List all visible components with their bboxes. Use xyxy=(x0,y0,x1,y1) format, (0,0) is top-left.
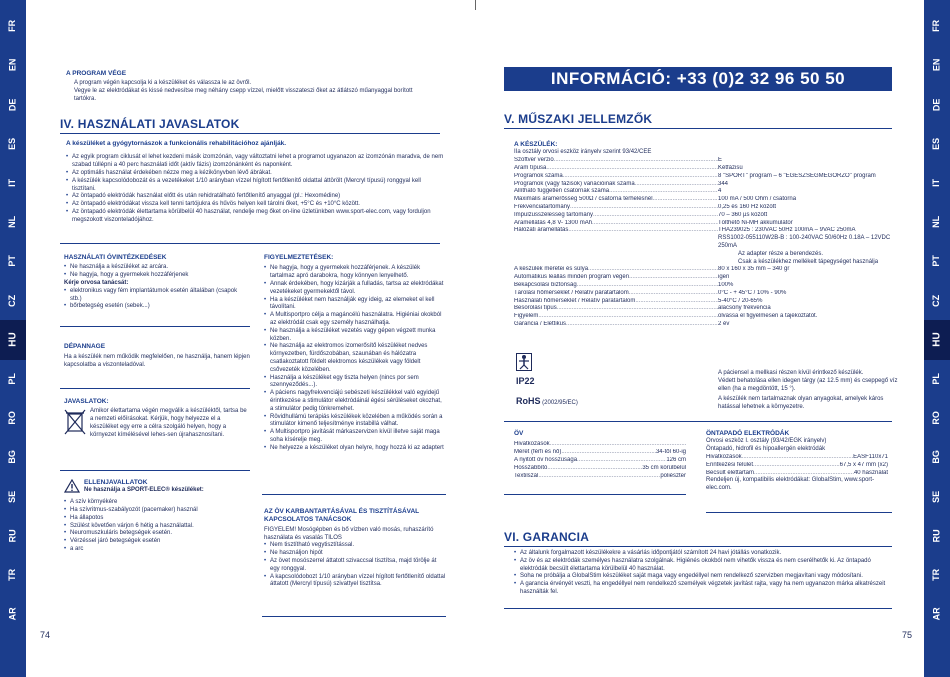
language-tab-tr[interactable] xyxy=(0,555,26,595)
title-rule xyxy=(60,133,440,134)
language-tab-es[interactable] xyxy=(0,124,26,164)
tech-row xyxy=(514,321,894,329)
adapter-line: Csak a készülékhez mellékelt tápegységet használja xyxy=(738,258,879,265)
language-tab-ro[interactable] xyxy=(924,398,950,438)
dot-leader xyxy=(753,462,840,470)
device-heading: A KÉSZÜLÉK: xyxy=(514,141,558,148)
tech-row-value: 5-40°C / 20-65% xyxy=(718,297,763,304)
tech-row-label: Programok száma xyxy=(514,172,563,179)
dot-leader xyxy=(570,204,718,212)
dot-leader xyxy=(577,282,718,290)
dot-leader xyxy=(754,470,854,478)
usage-item: • Az egyik program ciklusát el lehet kezdeni másik izomzónán, vagy változtatni lehet a programot ugyanazon az izomzónán maradva, de nem szabad túllépni a 40 perc használati időt (aktív fázis) izomzónánként és naponként. xyxy=(66,154,446,170)
language-tab-de[interactable] xyxy=(0,84,26,124)
dot-leader xyxy=(568,227,718,235)
warning-item: • Ne hagyja, hogy a gyermekek hozzáférjenek. A készülék tartalmaz apró darabokra, hogy könnyen lenyelhető. xyxy=(264,265,446,281)
language-tab-label: TR xyxy=(931,568,942,581)
language-tab-label: PT xyxy=(931,255,942,267)
tech-row xyxy=(514,181,894,189)
bf-text: A páciensel a mellkasi részen kívül érintkező készülék. xyxy=(718,370,864,376)
belt-row xyxy=(514,465,686,473)
language-tab-es[interactable] xyxy=(924,124,950,164)
recycling-section xyxy=(64,398,250,440)
electrode-row xyxy=(706,454,888,462)
language-tab-label: PT xyxy=(7,255,18,267)
usage-item: • Az optimális használat érdekében nézze meg a kézikönyvben lévő ábrákat. xyxy=(66,170,446,178)
info-banner: INFORMÁCIÓ: +33 (0)2 32 96 50 50 xyxy=(504,67,892,91)
dot-leader xyxy=(538,313,718,321)
program-end-line: tartókra. xyxy=(74,96,97,103)
dot-leader xyxy=(635,298,718,306)
language-tab-nl[interactable] xyxy=(0,202,26,242)
left-page xyxy=(26,0,475,677)
language-tab-label: NL xyxy=(931,216,942,228)
dot-leader xyxy=(653,196,718,204)
electrode-row-value: 67,5 x 47 mm (x2) xyxy=(839,461,888,468)
language-tab-fr[interactable] xyxy=(0,6,26,46)
program-end-section xyxy=(66,70,446,104)
tech-row-value: 70 – 360 µs között xyxy=(718,211,768,218)
language-tab-label: NL xyxy=(7,216,18,228)
tech-row-label: Garancia / Élettikus xyxy=(514,320,567,327)
tech-row-label: Automatikus leállás minden program végén xyxy=(514,274,630,281)
tech-row-label: Tárolási hőmérséklet / Relatív páratartalom xyxy=(514,289,629,296)
language-tab-label: DE xyxy=(931,98,942,111)
belt-care-item: • Nem tisztítható vegytisztítással. xyxy=(264,542,446,550)
tech-row xyxy=(514,165,894,173)
precaution-item: • Ne használja a készüléket az arcára. xyxy=(64,264,250,272)
tech-row-label: Frekvenciatartomány xyxy=(514,204,571,211)
ask-doctor-label: Kérje orvosa tanácsát: xyxy=(64,280,129,287)
language-tab-label: DE xyxy=(7,98,18,111)
program-end-heading: A PROGRAM VÉGE xyxy=(66,70,127,77)
tech-row-value: Kétfázisú xyxy=(718,165,743,172)
electrodes-line: Öntapadó, hidrofil és hipoallergén elektródák xyxy=(706,446,826,453)
usage-list xyxy=(66,154,446,224)
tech-row-value: THA239025 : 230VAC 50Hz 100mA – 9VAC 250mA xyxy=(718,227,856,234)
language-tab-nl[interactable] xyxy=(924,202,950,242)
dot-leader xyxy=(742,454,853,462)
language-tab-se[interactable] xyxy=(0,476,26,516)
precautions-heading: HASZNÁLATI ÓVINTÉZKEDÉSEK xyxy=(64,254,167,261)
warranty-title: VI. GARANCIA xyxy=(504,530,590,544)
tech-row-label: Áram típusa xyxy=(514,165,547,172)
belt-row-label: Textilszál xyxy=(514,472,539,479)
warranty-section xyxy=(514,550,892,597)
dot-leader xyxy=(561,449,656,457)
language-tab-pt[interactable] xyxy=(924,241,950,281)
warranty-item: • A garancia érvényét veszti, ha engedéllyel nem rendelkező személyek végzetek javítást rajta, vagy ha nem ugyanazon márka alkatrészeit használták fel. xyxy=(514,581,892,597)
contra-subheading: Ne használja a SPORT-ELEC® készüléket: xyxy=(84,487,204,494)
language-tab-tr[interactable] xyxy=(924,555,950,595)
tech-row xyxy=(514,188,894,196)
adapter-line: RSS1002-055110W2B-B : 100-240VAC 50/60Hz 0.18A – 12VDC 250mA xyxy=(718,235,891,249)
program-end-line: Vegye le az elektródákat és kissé nedvesítse meg néhány csepp vízzel, mielőtt visszateszi őket az átlátszó műanyaggal borított xyxy=(74,88,413,95)
contra-item: • Vérzéssel járó betegségek esetén xyxy=(64,538,250,546)
repair-section xyxy=(64,343,250,370)
section-rule xyxy=(504,421,892,422)
belt-heading: ÖV xyxy=(514,430,524,437)
tech-row-value: E xyxy=(718,157,723,164)
language-tab-label: EN xyxy=(7,58,18,72)
tech-row-value: 0,25 és 160 Hz között xyxy=(718,204,777,211)
dot-leader xyxy=(557,305,718,313)
electrode-row-label: Hivatkozások xyxy=(706,454,742,461)
language-tab-de[interactable] xyxy=(924,84,950,124)
tech-row-value: 80 x 160 x 35 mm – 340 gr xyxy=(718,266,790,273)
dot-leader xyxy=(629,290,718,298)
contra-heading: ELLENJAVALLATOK xyxy=(84,479,148,486)
tech-row xyxy=(514,305,894,313)
electrode-row-label: Becsült élettartam xyxy=(706,469,755,476)
recycling-heading: JAVASLATOK: xyxy=(64,398,109,405)
page-number: 75 xyxy=(902,630,913,640)
title-rule xyxy=(504,546,892,547)
language-tab-hu[interactable] xyxy=(924,320,950,360)
tech-row xyxy=(514,282,894,290)
warranty-item: • Az általunk forgalmazott készülékekre a vásárlás időpontjától számított 24 havi jótállás vonatkozik. xyxy=(514,550,892,558)
tech-row xyxy=(514,220,894,228)
contra-item: • Ha szívritmus-szabályozót (pacemaker) használ xyxy=(64,507,250,515)
warnings-heading: FIGYELMEZTETÉSEK: xyxy=(264,254,334,261)
warning-item: • A Multisportpro célja a magáncélú használatra. Higiéniai okokból az elektródát csak egy személy használhatja. xyxy=(264,312,446,328)
precaution-item: • Ne hagyja, hogy a gyermekek hozzáférjenek xyxy=(64,272,250,280)
tech-row-value: Tölthető Ni-MH akkumulátor xyxy=(718,219,793,226)
language-tab-hu[interactable] xyxy=(0,320,26,360)
belt-row xyxy=(514,457,686,465)
belt-row xyxy=(514,473,686,481)
tech-row-label: Szoftver verzió xyxy=(514,157,554,164)
dot-leader xyxy=(566,321,718,329)
page-number: 74 xyxy=(40,630,51,640)
tech-row-label: Hálózati áramellátás xyxy=(514,227,569,234)
wheelie-bin-crossed-icon xyxy=(64,408,86,436)
class-line: IIa osztály orvosi eszköz irányelv szerint 93/42/CEE xyxy=(514,149,652,156)
usage-title: IV. HASZNÁLATI JAVASLATOK xyxy=(60,117,240,131)
language-tab-ro[interactable] xyxy=(0,398,26,438)
warning-item: • A Multisportpro javítását márkaszervizen kívül illetve saját maga soha kísérelje meg. xyxy=(264,429,446,445)
tech-row-value: 344 xyxy=(718,180,729,187)
belt-care-section xyxy=(264,508,446,589)
warning-item: • Használja a készüléket egy tiszta helyen (nincs por sem szennyeződés...). xyxy=(264,375,446,391)
warranty-item: • Soha ne próbálja a GlobalStim készüléket saját maga vagy engedéllyel nem rendelkező szervizben megjavítani vagy módosítani. xyxy=(514,573,892,581)
usage-item: • Az öntapadó elektródák használat előtt és után rehidratálható fertőtlenítő anyaggal (pl.: Hexomédine) xyxy=(66,193,446,201)
tech-row-value: 2 év xyxy=(718,320,730,327)
tech-row xyxy=(514,313,894,321)
electrodes-section xyxy=(706,430,888,493)
tech-row xyxy=(514,196,894,204)
usage-item: • Az öntapadó elektródák élettartama körülbelül 40 használat, rendelje meg őket on-line üzletünkben www.sport-elec.com, vagy forduljon megszokott viszonteladójához. xyxy=(66,209,446,225)
tech-row-label: Maximális áramerősség 500Ω / csatorna terhelésnél xyxy=(514,196,653,203)
rohs-text: A készülék nem tartalmaznak olyan anyagokat, amelyek káros hatással lehetnek a környezetre. xyxy=(718,396,884,410)
language-tab-cz[interactable] xyxy=(0,280,26,320)
language-tab-label: ES xyxy=(7,137,18,150)
warning-item: • Annak érdekében, hogy kizárják a fulladás, tartsa az elektródákat vezetékeket gyermekektől távol. xyxy=(264,281,446,297)
dot-leader xyxy=(593,212,718,220)
warnings-section xyxy=(264,254,446,453)
ip-text: Védett behatolása ellen idegen tárgy (az 12.5 mm) és cseppegő víz ellen (ha a megdöntött, 15 °). xyxy=(718,378,898,392)
section-rule xyxy=(60,243,440,244)
tech-row xyxy=(514,290,894,298)
language-tab-label: CZ xyxy=(931,294,942,307)
electrode-row-label: Érintkezési felület xyxy=(706,461,754,468)
tech-row-value: 8 "SPORT" program – 6 "EGÉSZSÉGMEGŐRZŐ" program xyxy=(718,172,876,179)
tech-row-value: 100 mA / 500 Ohm / csatorna xyxy=(718,196,797,203)
repair-text: Ha a készülék nem működik megfelelően, ne használja, hanem lépjen kapcsolatba a viszonteladóval. xyxy=(64,354,250,369)
language-tab-label: RO xyxy=(931,411,942,425)
tech-row-label: Bekapcsolási biztonság xyxy=(514,281,577,288)
electrode-row-value: 40 használat xyxy=(853,469,888,476)
language-tab-pl[interactable] xyxy=(924,359,950,399)
precautions-section xyxy=(64,254,250,311)
language-tab-label: PL xyxy=(931,373,942,385)
belt-row-label: Méret (férfi és nő) xyxy=(514,449,562,456)
language-tab-label: ES xyxy=(931,137,942,150)
tech-row xyxy=(514,212,894,220)
section-rule xyxy=(60,470,250,471)
language-tab-label: EN xyxy=(931,58,942,72)
warning-item: • Ne használja a készüléket vezetés vagy gépen végzett munka közben. xyxy=(264,328,446,344)
contra-item: • Ha állapotos xyxy=(64,515,250,523)
language-tab-pt[interactable] xyxy=(0,241,26,281)
tech-row xyxy=(514,274,894,282)
language-tab-label: HU xyxy=(931,332,943,347)
dot-leader xyxy=(635,181,718,189)
electrodes-footer: Rendeljen új, kompatibilis elektródákat: GlobalStim, www.sport-elec.com. xyxy=(706,477,875,492)
tech-row xyxy=(514,157,894,165)
tech-row-label: Áramellátás 4,8 V- 1300 mAh xyxy=(514,219,593,226)
language-tab-label: SE xyxy=(7,490,18,503)
tech-table xyxy=(514,157,894,235)
dot-leader xyxy=(550,441,686,449)
tech-row-label: Állítható független csatornák száma xyxy=(514,188,610,195)
tech-row-value: 0°C - + 45°C / 10% - 90% xyxy=(718,289,787,296)
dot-leader xyxy=(588,266,718,274)
warranty-item: • Az öv és az elektródák személyes használatra szolgálnak. Higiénés okokból nem vihetők vissza és nem cserélhetők ki. Az öntapadó elektródák becsült élettartama körülbelül 40 használat. xyxy=(514,558,892,574)
tech-row-value: 4 xyxy=(718,188,722,195)
right-page xyxy=(476,0,924,677)
dot-leader xyxy=(629,274,718,282)
language-tab-label: IT xyxy=(7,178,18,187)
belt-row-label: A nyitott öv hosszúsága xyxy=(514,457,578,464)
usage-item: • A készülék kapcsolódobozát és a vezetékeket 1/10 arányban vízzel hígított fertőtlenítő oldattal áttörölt (Mercryl típusú) ronggyal kell tisztítani. xyxy=(66,178,446,194)
dot-leader xyxy=(592,220,718,228)
language-tab-it[interactable] xyxy=(924,163,950,203)
belt-row-value: 35 cm körülbelül xyxy=(642,464,686,471)
belt-row-value: 126 cm xyxy=(666,457,686,464)
rohs-ref: (2002/95/EC) xyxy=(542,400,578,406)
recycling-text: Amikor élettartama végén megválik a készüléktől, tartsa be a nemzeti előírásokat. Kérjük, hogy helyezze el a készüléket egy erre a célra szolgáló helyen, hogy a környezet kímélésével lehes-sen újrahasznosítani. xyxy=(90,408,247,438)
section-rule xyxy=(504,494,686,495)
warning-item: • Ne használja az elektromos izomerősítő készüléket nedves környezetben, fürdőszobában, szaunában és hálózatra csatlakoztatott földelt elektromos készülékek vagy földelt csővezeték közelében. xyxy=(264,343,446,374)
language-tab-bg[interactable] xyxy=(924,437,950,477)
contra-item: • Szülést követően várjon 6 hétig a használattal. xyxy=(64,523,250,531)
tech-section xyxy=(514,141,894,329)
adapter-line: Az adapter része a berendezés. xyxy=(738,250,824,257)
section-rule xyxy=(262,616,446,617)
belt-care-item: • Az övet mosószerrel áttatott szivaccsal tisztítsa, majd törölje át egy ronggyal. xyxy=(264,558,446,574)
electrodes-heading: ÖNTAPADÓ ELEKTRÓDÁK xyxy=(706,430,790,437)
dot-leader xyxy=(609,188,718,196)
title-rule xyxy=(504,128,892,129)
program-end-line: A program végén kapcsolja ki a készüléket és válassza le az övről. xyxy=(74,80,252,87)
dot-leader xyxy=(547,465,642,473)
dot-leader xyxy=(577,457,666,465)
tech-row xyxy=(514,204,894,212)
belt-care-item: • Ne használjon hipót xyxy=(264,550,446,558)
language-tab-fr[interactable] xyxy=(924,6,950,46)
dot-leader xyxy=(538,473,660,481)
tech-row-value: olvassa el figyelmesen a tájékoztatót. xyxy=(718,313,818,320)
dot-leader xyxy=(554,157,718,165)
contra-item: • A szív környékére xyxy=(64,499,250,507)
belt-care-heading: AZ ÖV KARBANTARTÁSÁVAL ÉS TISZTÍTÁSÁVAL KAPCSOLATOS TANÁCSOK xyxy=(264,508,420,524)
belt-row-value: 34-től 60-ig xyxy=(655,449,686,456)
language-tab-label: FR xyxy=(931,20,942,32)
language-tab-label: RU xyxy=(7,529,18,543)
language-tab-it[interactable] xyxy=(0,163,26,203)
contraindications-section xyxy=(64,479,250,554)
precaution-item: • elektronikus vagy fém implantátumok esetén általában (csapok stb.) xyxy=(64,288,250,304)
tech-row-label: Figyelem xyxy=(514,313,539,320)
tech-row xyxy=(514,227,894,235)
language-tab-ru[interactable] xyxy=(0,516,26,556)
tech-row-label: Használati hőmérséklet / Relatív páratartalom xyxy=(514,297,636,304)
language-tab-label: AR xyxy=(931,607,942,621)
tech-row-label: Programok (vagy fázisok) variációinak száma xyxy=(514,180,635,187)
contra-item: • Neuromuszkuláris betegségek esetén. xyxy=(64,530,250,538)
electrode-row-value: EASF110x71 xyxy=(853,454,888,461)
tech-row-label: Besorolási típus xyxy=(514,305,557,312)
section-rule xyxy=(60,388,250,389)
language-tab-label: SE xyxy=(931,490,942,503)
belt-row-value: poliészter xyxy=(660,472,686,479)
language-tab-ru[interactable] xyxy=(924,516,950,556)
language-tab-ar[interactable] xyxy=(924,594,950,634)
belt-care-intro: FIGYELEM! Mosógépben és bő vízben való mosás, ruhaszárító használata és vasalás TILOS xyxy=(264,526,434,541)
tech-title: V. MŰSZAKI JELLEMZŐK xyxy=(504,112,653,126)
dot-leader xyxy=(563,173,718,181)
rohs-mark xyxy=(516,396,578,408)
rohs-label: RoHS xyxy=(516,396,541,406)
usage-intro: A készüléket a gyógytornászok a funkcionális rehabilitációhoz ajánlják. xyxy=(66,140,287,147)
language-tab-se[interactable] xyxy=(924,476,950,516)
repair-heading: DÉPANNAGE xyxy=(64,343,106,350)
usage-section xyxy=(66,140,446,225)
belt-care-item: • A kapcsolódobozt 1/10 arányban vízzel hígított fertőtlenítő oldattal áttatott (Mercryl típusú) szivattyel tisztítsa. xyxy=(264,574,446,590)
warning-icon xyxy=(64,479,80,493)
language-tab-en[interactable] xyxy=(924,45,950,85)
section-rule xyxy=(262,494,446,495)
warning-item: • Ne helyezze a készüléket olyan helyre, hogy hozzá ki az adaptert xyxy=(264,445,446,453)
belt-row-label: Hosszabbító xyxy=(514,464,548,471)
language-tab-label: BG xyxy=(931,450,942,464)
language-tabs-left xyxy=(0,0,26,677)
type-bf-body-icon xyxy=(516,353,532,371)
warning-item: • A páciens nagyfrekvenciájú sebészeti készülékkel való egyidejű érintkezése a stimulátor elektródáinál égési sérüléseket okozhat, a stimulátor pedig tönkremehet. xyxy=(264,390,446,413)
contra-item: • a arc xyxy=(64,546,250,554)
tech-row-value: alacsony frekvencia xyxy=(718,305,771,312)
language-tab-label: BG xyxy=(7,450,18,464)
language-tab-label: CZ xyxy=(7,294,18,307)
dot-leader xyxy=(546,165,718,173)
language-tab-bg[interactable] xyxy=(0,437,26,477)
tech-row-value: 100% xyxy=(718,281,734,288)
language-tab-label: RU xyxy=(931,529,942,543)
tech-row xyxy=(514,298,894,306)
language-tab-cz[interactable] xyxy=(924,280,950,320)
precaution-item: • bőrbetegség esetén (sebek...) xyxy=(64,303,250,311)
language-tab-pl[interactable] xyxy=(0,359,26,399)
language-tab-label: PL xyxy=(7,373,18,385)
language-tab-label: TR xyxy=(7,568,18,581)
tech-row-label: A készülék méretei és súlya xyxy=(514,266,589,273)
section-rule xyxy=(504,608,892,609)
section-rule xyxy=(706,512,892,513)
language-tab-label: RO xyxy=(7,411,18,425)
tech-row xyxy=(514,266,894,274)
belt-row xyxy=(514,441,686,449)
language-tab-ar[interactable] xyxy=(0,594,26,634)
electrode-row xyxy=(706,470,888,478)
warning-item: • Rövidhullámú terápiás készülékek közelében a működés során a stimulátor kimenő teljesítménye instabillá válhat. xyxy=(264,414,446,430)
electrodes-line: Orvosi eszköz I. osztály (93/42/EGK irányelv) xyxy=(706,438,827,445)
usage-item: • Az öntapadó elektródákat vissza kell tenni tartójukra és hűvös helyen kell tárolni őket, +5°C és +10°C között. xyxy=(66,201,446,209)
warning-item: • Ha a készüléket nem használják egy ideig, az elemeket el kell távolítani. xyxy=(264,297,446,313)
language-tab-label: HU xyxy=(7,332,19,347)
language-tabs-right xyxy=(924,0,950,677)
tech-row xyxy=(514,173,894,181)
language-tab-label: FR xyxy=(7,20,18,32)
section-rule xyxy=(60,326,250,327)
tech-row-value: igen xyxy=(718,274,730,281)
belt-section xyxy=(514,430,686,480)
tech-table-2 xyxy=(514,266,894,328)
language-tab-label: IT xyxy=(931,178,942,187)
language-tab-en[interactable] xyxy=(0,45,26,85)
language-tab-label: AR xyxy=(7,607,18,621)
tech-row-label: Impulzusszélesség tartomány xyxy=(514,211,594,218)
electrode-row xyxy=(706,462,888,470)
ip-rating: IP22 xyxy=(516,376,535,386)
belt-row xyxy=(514,449,686,457)
belt-row-label: Hivatkozások xyxy=(514,441,550,448)
